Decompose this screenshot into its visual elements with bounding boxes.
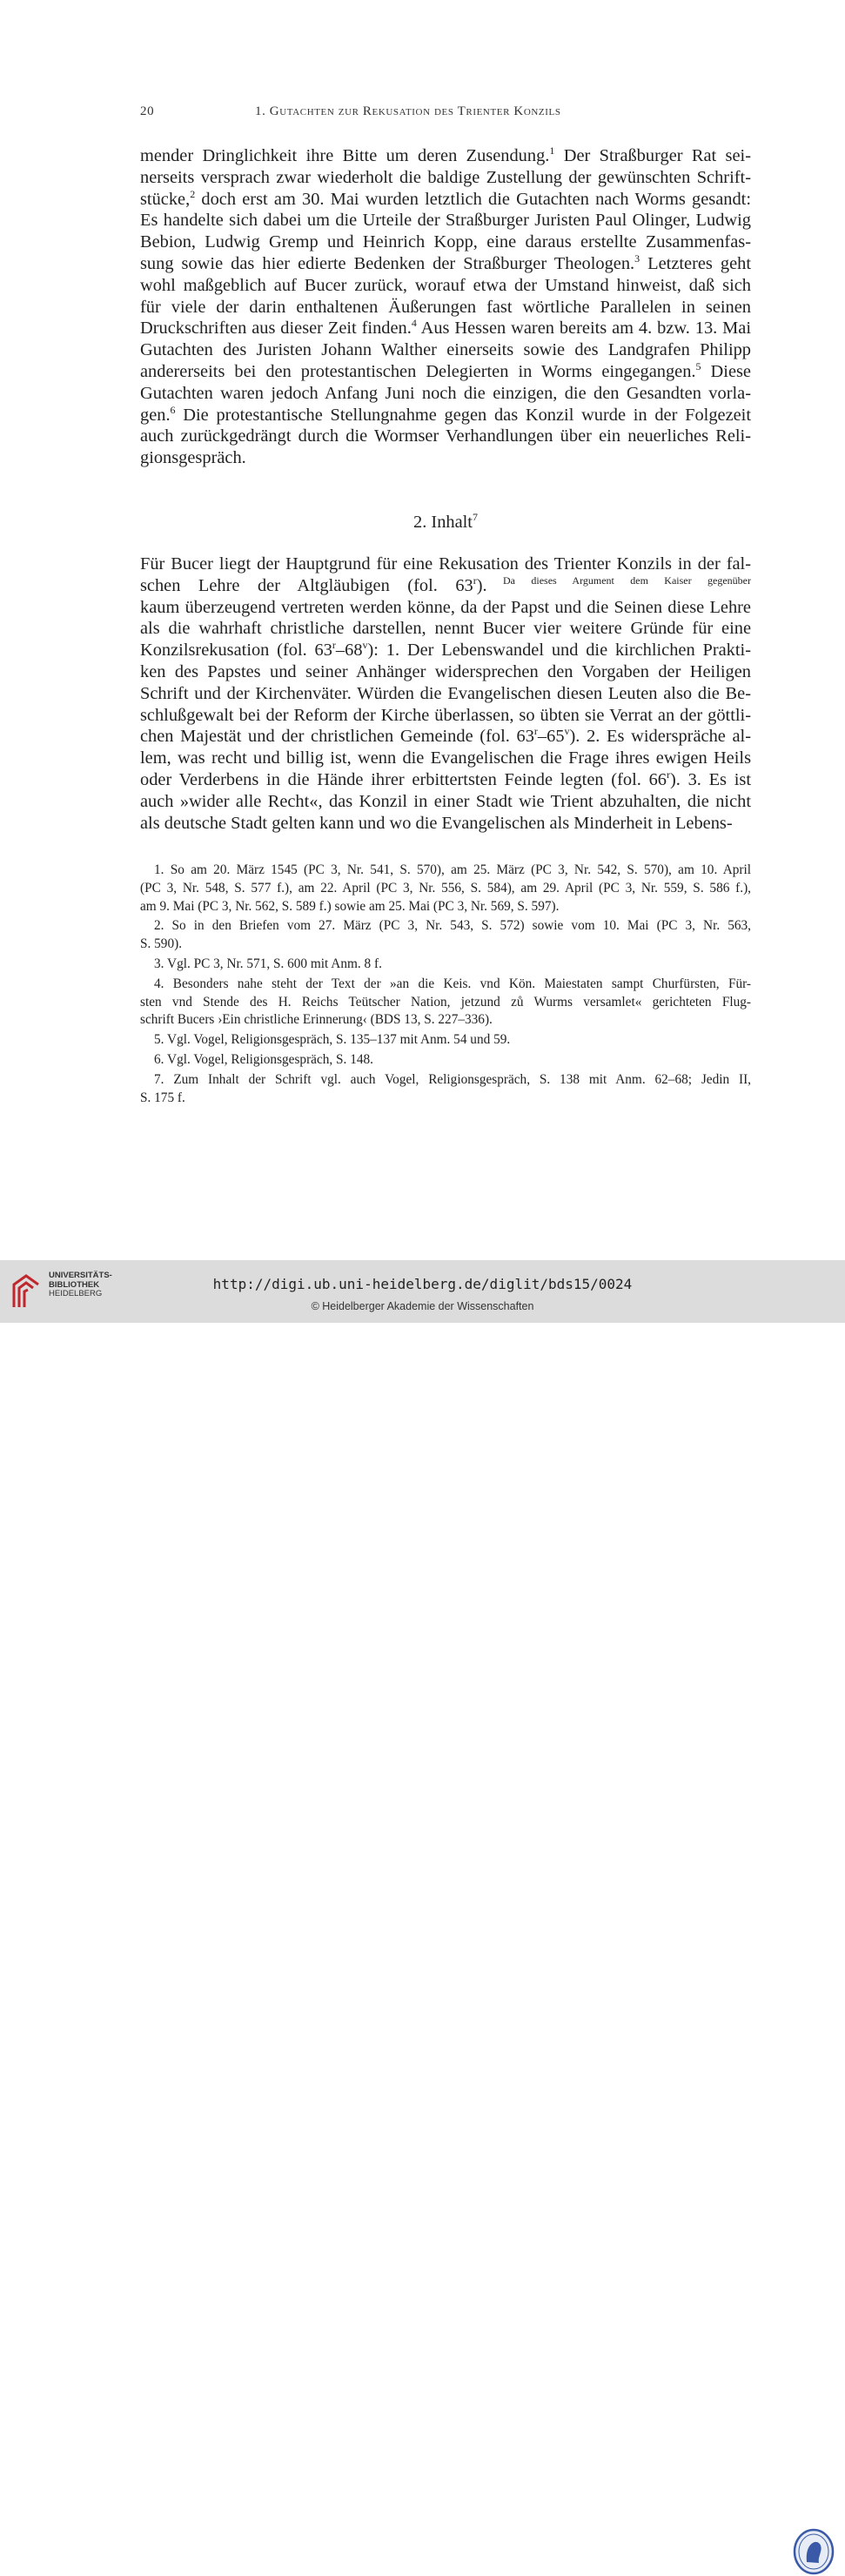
footnote-line: (PC 3, Nr. 548, S. 577 f.), am 22. April (PC 3, Nr. 556, S. 584), am 29. April (PC 3, Nr. 559, S. 586 f.),	[140, 880, 751, 896]
text-line	[140, 189, 751, 211]
text-line	[140, 167, 751, 189]
superscript: 1	[549, 144, 555, 158]
footnote-line: am 9. Mai (PC 3, Nr. 562, S. 589 f.) sowie am 25. Mai (PC 3, Nr. 569, S. 597).	[140, 898, 560, 914]
text-line	[140, 726, 751, 748]
text-line	[140, 575, 751, 597]
text-line	[140, 339, 751, 361]
text-run: gionsgespräch.	[140, 448, 246, 468]
superscript: 6	[170, 403, 176, 416]
text-run: Der Straßburger Rat sei-	[554, 146, 751, 165]
footnote	[140, 976, 751, 1030]
superscript: 2	[190, 187, 196, 200]
text-line	[140, 447, 751, 469]
library-name-line2: BIBLIOTHEK	[49, 1279, 100, 1290]
text-run: mender Dringlichkeit ihre Bitte um deren Zusendung.	[140, 146, 550, 165]
text-run: auch »wider alle Recht«, das Konzil in einer Stadt wie Trient abzuhalten, die nicht	[140, 791, 751, 811]
running-title: 1. Gutachten zur Rekusation des Trienter Konzils	[255, 104, 561, 118]
text-run: Für Bucer liegt der Hauptgrund für eine Rekusation des Trienter Konzils in der fal-	[140, 554, 751, 574]
text-run: sung sowie das hier edierte Bedenken der Straßburger Theologen.	[140, 253, 635, 273]
footnote	[140, 956, 751, 974]
page-number: 20	[140, 104, 155, 118]
text-line	[140, 426, 751, 447]
text-run: Gutachten des Juristen Johann Walther einerseits sowie des Landgrafen Philipp	[140, 340, 751, 360]
footnote	[140, 1071, 751, 1108]
text-run: ). 2. Es widerspräche al-	[569, 727, 751, 747]
footnote-line: schrift Bucers ›Ein christliche Erinnerung‹ (BDS 13, S. 227–336).	[140, 1012, 493, 1028]
section-footnote-ref: 7	[472, 511, 478, 524]
text-run: chen Majestät und der christlichen Gemeinde (fol. 63	[140, 727, 534, 747]
text-line	[140, 597, 751, 619]
section-heading-text: 2. Inhalt	[413, 513, 473, 532]
section-heading	[140, 513, 751, 533]
text-line	[140, 748, 751, 769]
text-run: Aus Hessen waren bereits am 4. bzw. 13. Mai	[416, 319, 752, 339]
text-run: –65	[537, 727, 565, 747]
footnote-line: 2. So in den Briefen vom 27. März (PC 3, Nr. 543, S. 572) sowie vom 10. Mai (PC 3, Nr. 563,	[154, 918, 751, 934]
library-name-line3: HEIDELBERG	[49, 1289, 103, 1298]
footnote	[140, 917, 751, 954]
text-run: schlußgewalt bei der Reform der Kirche überlassen, so übten sie Verrat an der göttli-	[140, 705, 751, 725]
text-run: für viele der darin enthaltenen Äußerungen fast wörtliche Parallelen in seinen	[140, 297, 751, 317]
superscript: r	[666, 768, 670, 782]
footnote-line: sten vnd Stende des H. Reichs Teütscher Nation, jetzund zů Wurms versamlet« gerichteten Flug-	[140, 994, 751, 1010]
text-run: nerseits versprach zwar wiederholt die baldige Zustellung der gewünschten Schrift-	[140, 167, 751, 187]
text-line	[140, 231, 751, 253]
text-line	[140, 791, 751, 813]
text-run: ). 3. Es ist	[669, 769, 751, 789]
text-line	[140, 640, 751, 661]
text-run: Diese	[701, 361, 751, 381]
text-line	[140, 813, 751, 835]
text-line	[140, 275, 751, 297]
footnote	[140, 1031, 751, 1050]
footnote	[140, 862, 751, 916]
superscript: r	[533, 725, 538, 738]
text-line	[140, 683, 751, 705]
superscript: 4	[411, 317, 417, 330]
footnote-line: S. 590).	[140, 936, 183, 952]
footnote-line: 6. Vgl. Vogel, Religionsgespräch, S. 148.	[154, 1051, 373, 1067]
text-line	[140, 361, 751, 383]
text-run: kaum überzeugend vertreten werden könne, da der Papst und die Seinen diese Lehre	[140, 597, 751, 617]
text-run: doch erst am 30. Mai wurden letztlich die Gutachten nach Worms gesandt:	[195, 189, 751, 209]
text-line	[140, 769, 751, 791]
footnote-line: 3. Vgl. PC 3, Nr. 571, S. 600 mit Anm. 8 f.	[154, 956, 382, 971]
superscript: v	[362, 639, 368, 652]
text-run: Konzilsrekusation (fol. 63	[140, 641, 332, 661]
text-line	[140, 297, 751, 319]
superscript: 3	[634, 252, 640, 265]
footnote-line: S. 175 f.	[140, 1090, 185, 1105]
text-run: lem, was recht und billig ist, wenn die Evangelischen die Frage ihres ewigen Heils	[140, 748, 751, 768]
text-line	[140, 405, 751, 426]
text-run: Gutachten waren jedoch Anfang Juni noch die einzigen, die den Gesandten vorla-	[140, 383, 751, 403]
text-run: wohl maßgeblich auf Bucer zurück, worauf etwa der Umstand hinweist, daß sich	[140, 275, 751, 295]
text-line	[140, 253, 751, 275]
footnote-line: 7. Zum Inhalt der Schrift vgl. auch Vogel, Religionsgespräch, S. 138 mit Anm. 62–68; Jedin II,	[154, 1071, 751, 1087]
text-run: ).	[476, 575, 487, 595]
text-run: Schrift und der Kirchenväter. Würden die Evangelischen diesen Leuten also die Be-	[140, 683, 751, 703]
text-line	[140, 145, 751, 167]
text-line	[140, 553, 751, 575]
text-line	[140, 661, 751, 683]
text-line	[140, 383, 751, 405]
text-line	[140, 318, 751, 339]
text-run: Bebion, Ludwig Gremp und Heinrich Kopp, eine daraus erstellte Zusammenfas-	[140, 232, 751, 252]
text-run: als deutsche Stadt gelten kann und wo die Evangelischen als Minderheit in Lebens-	[140, 813, 733, 833]
text-run: als die wahrhaft christliche darstellen, nennt Bucer vier weitere Gründe für eine	[140, 619, 751, 639]
footnote-line: 1. So am 20. März 1545 (PC 3, Nr. 541, S. 570), am 25. März (PC 3, Nr. 542, S. 570), am 10. April	[154, 862, 751, 877]
text-run: auch zurückgedrängt durch die Wormser Verhandlungen über ein neuerliches Reli-	[140, 426, 751, 446]
body-paragraph-2	[140, 553, 751, 834]
text-run: oder Verderbens in die Hände ihrer erbittertsten Feinde legten (fol. 66	[140, 769, 667, 789]
text-run: gen.	[140, 405, 171, 425]
superscript: 5	[695, 360, 701, 373]
text-run: stücke,	[140, 189, 191, 209]
footnote-line: 4. Besonders nahe steht der Text der »an die Keis. vnd Kön. Maiestaten sampt Churfürsten, Für-	[154, 976, 751, 991]
text-run: Druckschriften aus dieser Zeit finden.	[140, 319, 412, 339]
text-line	[140, 210, 751, 231]
document-page	[0, 0, 845, 1260]
text-run: Die protestantische Stellungnahme gegen das Konzil wurde in der Folgezeit	[175, 405, 751, 425]
text-run: andererseits bei den protestantischen Delegierten in Worms eingegangen.	[140, 361, 696, 381]
running-head	[140, 104, 751, 124]
body-paragraph-1	[140, 145, 751, 469]
superscript: Da dieses Argument dem Kaiser gegenüber	[486, 574, 751, 587]
superscript: r	[473, 574, 477, 587]
copyright-text: © Heidelberger Akademie der Wissenschaften	[311, 1300, 534, 1312]
text-run: ): 1. Der Lebenswandel und die kirchlichen Prakti-	[367, 641, 751, 661]
text-run: Es handelte sich dabei um die Urteile der Straßburger Juristen Paul Olinger, Ludwig	[140, 211, 751, 231]
text-run: Letzteres geht	[640, 253, 751, 273]
text-run: –68	[335, 641, 363, 661]
document-url-link[interactable]: http://digi.ub.uni-heidelberg.de/diglit/bds15/0024	[212, 1276, 633, 1292]
footnote	[140, 1051, 751, 1070]
superscript: r	[332, 639, 336, 652]
text-line	[140, 618, 751, 640]
footnotes	[140, 862, 751, 1109]
academy-seal-icon	[792, 2527, 835, 2576]
text-line	[140, 705, 751, 727]
library-name-line1: UNIVERSITÄTS-	[49, 1271, 112, 1280]
footnote-line: 5. Vgl. Vogel, Religionsgespräch, S. 135–137 mit Anm. 54 und 59.	[154, 1032, 511, 1048]
text-run: schen Lehre der Altgläubigen (fol. 63	[140, 575, 473, 595]
text-run: ken des Papstes und seiner Anhänger widersprechen den Vorgaben der Heiligen	[140, 661, 751, 681]
superscript: v	[564, 725, 570, 738]
